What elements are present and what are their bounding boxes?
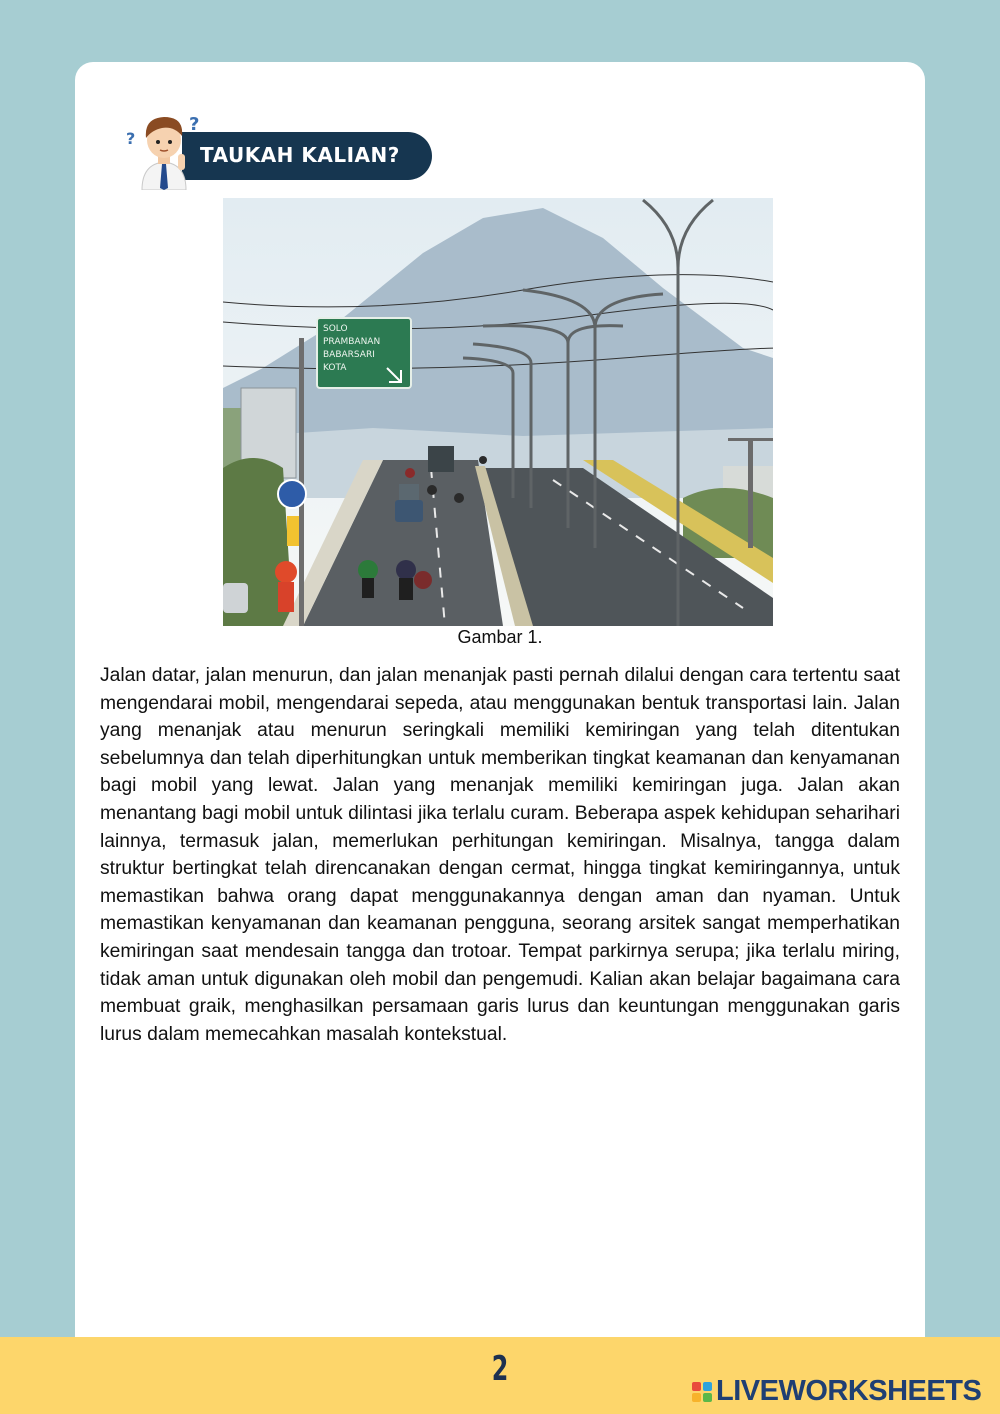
badge-label: TAUKAH KALIAN? <box>200 143 400 167</box>
sign-line: BABARSARI <box>323 350 375 360</box>
flyover-photo <box>223 198 773 626</box>
thinking-kid-icon <box>122 108 202 190</box>
footer-bar <box>0 1337 1000 1414</box>
intro-paragraph: Jalan datar, jalan menurun, dan jalan menanjak pasti pernah dilalui dengan cara tertentu saat mengendarai mobil, mengendarai sepeda, atau menggunakan bentuk transportasi lain. Jalan yang menanjak atau menurun seringkali memiliki kemiringan yang telah ditentukan sebelumnya dan telah diperhitungkan untuk memberikan tingkat keamanan dan kenyamanan bagi mobil yang lewat. Jalan yang menanjak memiliki kemiringan juga. Jalan akan menantang bagi mobil untuk dilintasi jika terlalu curam. Beberapa aspek kehidupan seharihari lainnya, termasuk jalan, memerlukan perhitungan kemiringan. Misalnya, tangga dalam struktur bertingkat telah direncanakan dengan cermat, hingga tingkat kemiringannya, untuk memastikan bahwa orang dapat menggunakannya dengan aman dan nyaman. Untuk memastikan kenyamanan dan keamanan pengguna, seorang arsitek sangat memperhatikan kemiringan saat mendesain tangga dan trotoar. Tempat parkirnya serupa; jika terlalu miring, tidak aman untuk digunakan oleh mobil dan pengemudi. Kalian akan belajar bagaimana cara membuat graik, menghasilkan persamaan garis lurus dan keuntungan menggunakan garis lurus dalam memecahkan masalah kontekstual. <box>100 665 900 1045</box>
brand-name: LIVEWORKSHEETS <box>716 1375 982 1407</box>
did-you-know-badge <box>122 108 442 190</box>
sign-line: SOLO <box>323 324 348 334</box>
liveworksheets-brand <box>692 1375 981 1408</box>
sign-line: KOTA <box>323 363 347 373</box>
svg-text:?: ? <box>189 114 200 135</box>
liveworksheets-logo-icon <box>692 1382 712 1402</box>
page-number: 2 <box>491 1349 509 1389</box>
figure-caption: Gambar 1. <box>457 627 543 647</box>
svg-text:?: ? <box>126 129 136 148</box>
sign-line: PRAMBANAN <box>323 337 381 347</box>
